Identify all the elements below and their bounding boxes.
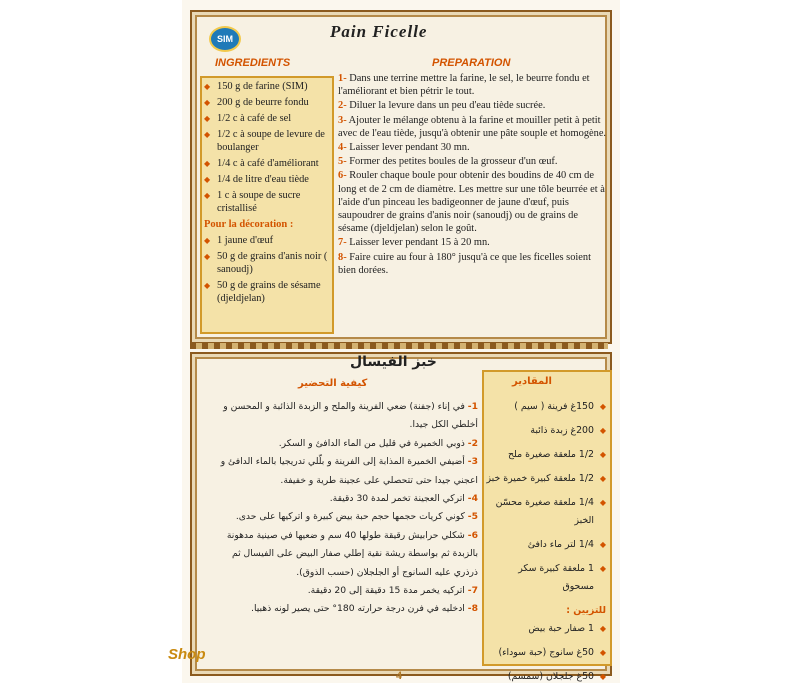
step-number: 3-	[338, 114, 347, 126]
step-number: 1-	[467, 401, 478, 412]
sim-logo	[209, 26, 241, 52]
decorative-divider	[190, 343, 608, 349]
step-number: 2-	[467, 437, 478, 449]
ingredient-item: ◆ 1 c à soupe de sucre cristallisé	[204, 189, 328, 215]
step-text: Rouler chaque boule pour obtenir des boudins de 40 cm de long et de 2 cm de diamètre. Les mettre sur une tôle beurrée et à l'aide d'un pinceau les badigeonner de jaune d'œuf, puis saupoudrer de grains d'anis noir (sanoudj) ou de grains de sésame (djeldjelan) selon le goût.	[338, 170, 605, 235]
arabic-ingredients-list	[484, 398, 606, 692]
step-number: 8-	[338, 251, 347, 263]
ingredients-list	[204, 80, 328, 308]
step-text: ذوبي الخميرة في قليل من الماء الدافئ و السكر.	[278, 437, 468, 449]
step-text: Former des petites boules de la grosseur d'un œuf.	[346, 156, 558, 168]
arabic-ingredient-item: ◆ 1/2 ملعقة كبيرة خميرة خبز	[484, 470, 606, 488]
ingredient-item: ◆ 1/4 c à café d'améliorant	[204, 157, 328, 170]
arabic-step	[206, 508, 478, 526]
step-number: 3-	[467, 456, 478, 468]
step-text: شكلي حرابيش رقيقة طولها 40 سم و ضعيها في صينية مدهونة بالزبدة ثم بواسطة ريشة نقية إطلي صفار البيض على الفيسال ثم ذرذري عليه السانوج أو الجلجلان (حسب الذوق).	[226, 529, 478, 578]
decoration-item: ◆ 50 g de grains d'anis noir ( sanoudj)	[204, 250, 328, 276]
step-text: في إناء (جفنة) ضعي الفرينة والملح و الزبدة الذائبة و المحسن و أخلطي الكل جيدا.	[223, 401, 478, 431]
arabic-decoration-header: للتزيين :	[566, 605, 606, 616]
step-text: Laisser lever pendant 15 à 20 mn.	[346, 237, 490, 249]
decoration-item: ◆ 1 jaune d'œuf	[204, 234, 328, 247]
arabic-decoration-item: ◆ 50غ سانوج (حبة سوداء)	[484, 644, 606, 662]
step-number: 5-	[338, 156, 347, 168]
step-number: 6-	[338, 170, 347, 182]
step	[338, 169, 608, 235]
arabic-step	[206, 582, 478, 600]
step-number: 7-	[338, 237, 347, 249]
ingredients-header: INGREDIENTS	[215, 57, 291, 69]
arabic-step	[206, 490, 478, 508]
arabic-decoration-item: ◆ 1 صفار حبة بيض	[484, 620, 606, 638]
arabic-decoration-item: ◆ 50غ جلجلان (سمسم)	[484, 668, 606, 686]
arabic-ingredient-item: ◆ 200غ زبدة ذائبة	[484, 422, 606, 440]
page-number: 4	[396, 668, 402, 682]
arabic-ingredients-header: المقادير	[512, 376, 552, 387]
arabic-step	[206, 600, 478, 618]
step-number: 1-	[338, 73, 347, 84]
step	[338, 141, 608, 154]
step-number: 6-	[467, 529, 478, 541]
step-number: 7-	[467, 585, 478, 597]
ingredient-item: ◆ 1/2 c à soupe de levure de boulanger	[204, 128, 328, 154]
step-number: 2-	[338, 100, 347, 112]
preparation-steps	[338, 72, 608, 278]
recipe-title: Pain Ficelle	[330, 22, 428, 41]
step	[338, 99, 608, 112]
step-text: Ajouter le mélange obtenu à la farine et mouiller petit à petit avec de l'eau tiède, jusqu'à obtenir une pâte souple et homogène.	[338, 114, 607, 139]
step-text: ادخليه في فرن درجة حرارته 180° حتى يصير لونه ذهبيا.	[251, 603, 468, 615]
step-number: 8-	[467, 603, 478, 615]
step	[338, 155, 608, 168]
step-text: اتركيه يخمر مدة 15 دقيقة إلى 20 دقيقة.	[307, 585, 468, 597]
arabic-title: خبز الفيسال	[350, 354, 437, 370]
step-number: 4-	[338, 142, 347, 154]
ingredient-item: ◆ 1/4 de litre d'eau tiède	[204, 173, 328, 186]
arabic-step	[206, 398, 478, 435]
step-text: Diluer la levure dans un peu d'eau tiède sucrée.	[346, 100, 546, 112]
shop-watermark-logo: Shop	[168, 646, 206, 663]
step-text: Dans une terrine mettre la farine, le sel, le beurre fondu et l'améliorant et bien pétrir le tout.	[338, 73, 590, 98]
step-text: Faire cuire au four à 180° jusqu'à ce que les ficelles soient bien dorées.	[338, 251, 592, 276]
ingredient-item: ◆ 150 g de farine (SIM)	[204, 80, 328, 93]
arabic-ingredient-item: ◆ 1 ملعقة كبيرة سكر مسحوق	[484, 560, 606, 596]
arabic-preparation-header: كيفية التحضير	[298, 378, 368, 389]
step	[338, 236, 608, 249]
arabic-preparation-steps	[206, 398, 478, 619]
step	[338, 251, 608, 277]
decoration-header: Pour la décoration :	[204, 219, 294, 230]
arabic-ingredient-item: ◆ 150غ فرينة ( سيم )	[484, 398, 606, 416]
step	[338, 114, 608, 140]
step-text: Laisser lever pendant 30 mn.	[346, 142, 470, 154]
step-number: 5-	[467, 511, 478, 523]
step-text: اتركي العجينة تخمر لمدة 30 دقيقة.	[329, 493, 468, 505]
arabic-step	[206, 435, 478, 453]
step	[338, 72, 608, 98]
step-number: 4-	[467, 493, 478, 505]
arabic-ingredient-item: ◆ 1/2 ملعقة صغيرة ملح	[484, 446, 606, 464]
ingredient-item: ◆ 1/2 c à café de sel	[204, 112, 328, 125]
arabic-step	[206, 453, 478, 490]
step-text: أضيفي الخميرة المذابة إلى الفرينة و بلّلي تدريجيا بالماء الدافئ و اعجني جيدا حتى تتحصلي على عجينة طرية و خفيفة.	[220, 456, 478, 486]
arabic-ingredient-item: ◆ 1/4 ملعقة صغيرة محسّن الخبز	[484, 494, 606, 530]
ingredient-item: ◆ 200 g de beurre fondu	[204, 96, 328, 109]
preparation-header: PREPARATION	[432, 57, 511, 69]
decoration-item: ◆ 50 g de grains de sésame (djeldjelan)	[204, 279, 328, 305]
logo-text: SIM	[216, 34, 233, 44]
arabic-ingredient-item: ◆ 1/4 لتر ماء دافئ	[484, 536, 606, 554]
arabic-step	[206, 527, 478, 582]
step-text: كوني كريات حجمها حجم حبة بيض كبيرة و اتركيها على حدى.	[235, 511, 468, 523]
